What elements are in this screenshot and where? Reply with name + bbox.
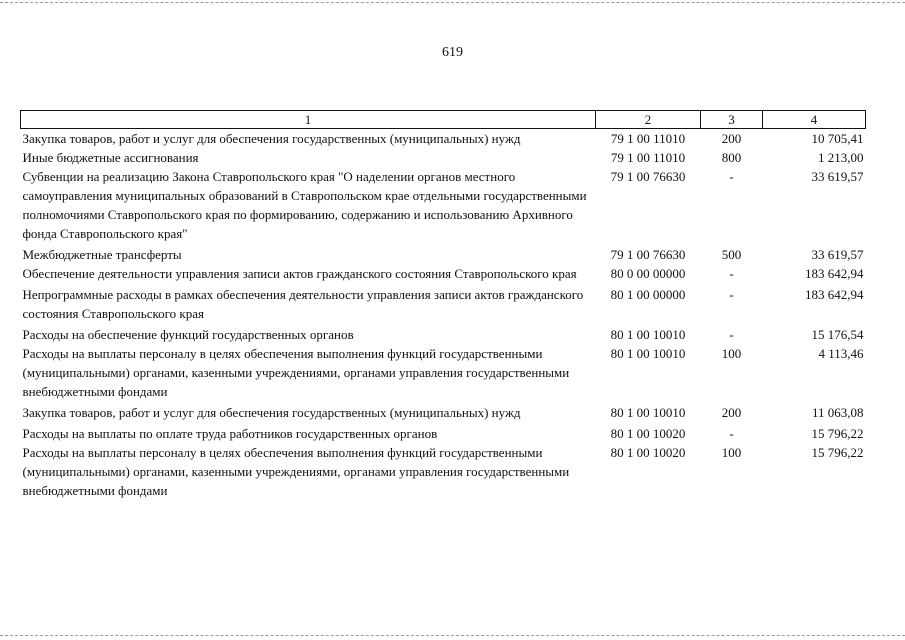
row-name-cell: Расходы на выплаты по оплате труда работников государственных органов [22, 426, 438, 441]
row-amount-cell: 183 642,94 [805, 287, 864, 302]
row-code-cell: 79 1 00 76630 [610, 169, 686, 184]
table-row [21, 422, 866, 443]
row-amount-cell: 15 796,22 [811, 426, 864, 441]
row-amount-cell: 10 705,41 [811, 131, 864, 146]
table-row [21, 148, 866, 167]
row-code-cell: 79 1 00 11010 [610, 131, 686, 146]
table-header [21, 111, 866, 129]
row-code-cell: 80 1 00 00000 [610, 287, 686, 302]
row-code-cell: 80 1 00 10010 [610, 405, 686, 420]
row-kind-cell: - [729, 287, 734, 302]
table-row [21, 443, 866, 500]
row-kind-cell: - [729, 426, 734, 441]
row-amount-cell: 1 213,00 [818, 150, 864, 165]
row-kind-cell: 800 [721, 150, 742, 165]
row-name-cell: Субвенции на реализацию Закона Ставропольского края "О наделении органов местного самоуправления муниципальных образований в Ставропольском крае отдельными государственными полномочиями Ставропольского края по формированию, содержанию и использованию Архивного фонда Ставропольского края" [22, 169, 587, 241]
row-name-cell: Непрограммные расходы в рамках обеспечения деятельности управления записи актов гражданского состояния Ставропольского края [22, 287, 584, 321]
row-amount-cell: 11 063,08 [811, 405, 864, 420]
row-kind-cell: - [729, 327, 734, 342]
column-header-amount: 4 [763, 111, 866, 129]
scan-edge-bottom [0, 635, 905, 636]
row-name-cell: Закупка товаров, работ и услуг для обеспечения государственных (муниципальных) нужд [22, 405, 521, 420]
column-header-name: 1 [21, 111, 596, 129]
row-code-cell: 80 1 00 10020 [610, 426, 686, 441]
row-name-cell: Закупка товаров, работ и услуг для обеспечения государственных (муниципальных) нужд [22, 131, 521, 146]
row-amount-cell: 15 796,22 [811, 445, 864, 460]
table-row [21, 129, 866, 149]
row-kind-cell: 100 [721, 445, 742, 460]
row-kind-cell: 200 [721, 131, 742, 146]
scan-edge-top [0, 2, 905, 3]
row-name-cell: Иные бюджетные ассигнования [22, 150, 199, 165]
table-row [21, 167, 866, 243]
row-name-cell: Расходы на выплаты персоналу в целях обеспечения выполнения функций государственными (муниципальными) органами, казенными учреждениями, органами управления государственными внебюджетными фондами [22, 346, 570, 399]
row-code-cell: 79 1 00 11010 [610, 150, 686, 165]
row-amount-cell: 183 642,94 [805, 266, 864, 281]
row-kind-cell: - [729, 169, 734, 184]
row-kind-cell: 500 [721, 247, 742, 262]
page-number: 619 [442, 45, 463, 60]
table-row [21, 264, 866, 283]
row-kind-cell: 100 [721, 346, 742, 361]
row-amount-cell: 33 619,57 [811, 247, 864, 262]
table-row [21, 401, 866, 422]
row-code-cell: 79 1 00 76630 [610, 247, 686, 262]
row-code-cell: 80 1 00 10010 [610, 327, 686, 342]
row-code-cell: 80 0 00 00000 [610, 266, 686, 281]
row-name-cell: Межбюджетные трансферты [22, 247, 182, 262]
row-kind-cell: - [729, 266, 734, 281]
row-amount-cell: 15 176,54 [811, 327, 864, 342]
row-name-cell: Расходы на обеспечение функций государственных органов [22, 327, 354, 342]
row-kind-cell: 200 [721, 405, 742, 420]
table-body [21, 129, 866, 501]
table-row [21, 283, 866, 323]
row-amount-cell: 33 619,57 [811, 169, 864, 184]
column-header-kind: 3 [701, 111, 763, 129]
row-name-cell: Обеспечение деятельности управления записи актов гражданского состояния Ставропольского края [22, 266, 577, 281]
row-amount-cell: 4 113,46 [818, 346, 864, 361]
column-header-code: 2 [596, 111, 701, 129]
table-row [21, 243, 866, 264]
row-code-cell: 80 1 00 10020 [610, 445, 686, 460]
row-code-cell: 80 1 00 10010 [610, 346, 686, 361]
table-row [21, 344, 866, 401]
budget-table [20, 110, 866, 500]
table-row [21, 323, 866, 344]
row-name-cell: Расходы на выплаты персоналу в целях обеспечения выполнения функций государственными (муниципальными) органами, казенными учреждениями, органами управления государственными внебюджетными фондами [22, 445, 570, 498]
